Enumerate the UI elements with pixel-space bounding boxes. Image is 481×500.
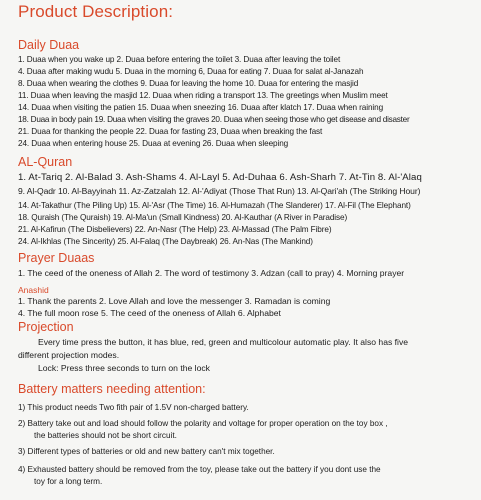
daily-duaa-line: 8. Duaa when wearing the clothes 9. Duaa for leaving the home 10. Duaa for entering the masjid — [18, 79, 359, 88]
al-quran-line: 1. At-Tariq 2. Al-Balad 3. Ash-Shams 4. Al-Layl 5. Ad-Duhaa 6. Ash-Sharh 7. At-Tin 8. Al-'Alaq — [18, 172, 422, 183]
battery-item: toy for a long term. — [34, 477, 103, 486]
al-quran-line: 18. Quraish (The Quraish) 19. Al-Ma'un (Small Kindness) 20. Al-Kauthar (A River in Paradise) — [18, 213, 348, 222]
projection-line: Lock: Press three seconds to turn on the lock — [38, 363, 210, 373]
al-quran-line: 9. Al-Qadr 10. Al-Bayyinah 11. Az-Zatzalah 12. Al-'Adiyat (Those That Run) 13. Al-Qari'ah (The Striking Hour) — [18, 186, 421, 196]
daily-duaa-line: 14. Duaa when visiting the patien 15. Duaa when sneezing 16. Duaa after klatch 17. Duaa when raining — [18, 103, 384, 112]
prayer-duaas-line: 1. The ceed of the oneness of Allah 2. The word of testimony 3. Adzan (call to pray) 4. Morning prayer — [18, 268, 405, 278]
prayer-duaas-heading: Prayer Duaas — [18, 251, 95, 265]
al-quran-line: 21. Al-Kafirun (The Disbelievers) 22. An-Nasr (The Help) 23. Al-Massad (The Palm Fibre) — [18, 225, 332, 234]
daily-duaa-heading: Daily Duaa — [18, 38, 80, 52]
al-quran-line: 14. At-Takathur (The Piling Up) 15. Al-'Asr (The Time) 16. Al-Humazah (The Slanderer) 17. Al-Fil (The Elephant) — [18, 201, 411, 210]
al-quran-line: 24. Al-Ikhlas (The Sincerity) 25. Al-Falaq (The Daybreak) 26. An-Nas (The Mankind) — [18, 237, 313, 246]
daily-duaa-line: 21. Duaa for thanking the people 22. Duaa for fasting 23, Duaa when breaking the fast — [18, 127, 323, 136]
battery-heading: Battery matters needing attention: — [18, 382, 206, 396]
projection-line: different projection modes. — [18, 350, 120, 360]
battery-item: the batteries should not be short circuit. — [34, 431, 177, 440]
battery-item: 3) Different types of batteries or old and new battery can't mix together. — [18, 447, 275, 456]
al-quran-heading: AL-Quran — [18, 155, 73, 169]
projection-heading: Projection — [18, 320, 74, 334]
page-title: Product Description: — [18, 2, 174, 21]
anashid-line: 1. Thank the parents 2. Love Allah and love the messenger 3. Ramadan is coming — [18, 296, 331, 306]
battery-item: 2) Battery take out and load should follow the polarity and voltage for proper operation on the toy box , — [18, 419, 388, 428]
anashid-heading: Anashid — [18, 285, 49, 295]
daily-duaa-line: 18. Duaa in body pain 19. Duaa when visiting the graves 20. Duaa when seeing those who get disease and disaster — [18, 115, 410, 124]
projection-line: Every time press the button, it has blue, red, green and multicolour automatic play. It also has five — [38, 337, 409, 347]
anashid-line: 4. The full moon rose 5. The ceed of the oneness of Allah 6. Alphabet — [18, 308, 281, 318]
daily-duaa-line: 11. Duaa when leaving the masjid 12. Duaa when riding a transport 13. The greetings when Muslim meet — [18, 91, 388, 100]
daily-duaa-line: 24. Duaa when entering house 25. Duaa at evening 26. Duaa when sleeping — [18, 139, 289, 148]
battery-item: 4) Exhausted battery should be removed from the toy, please take out the battery if you dont use the — [18, 465, 381, 474]
daily-duaa-line: 1. Duaa when you wake up 2. Duaa before entering the toilet 3. Duaa after leaving the toilet — [18, 55, 341, 64]
battery-item: 1) This product needs Two fith pair of 1.5V non-charged battery. — [18, 403, 249, 412]
daily-duaa-line: 4. Duaa after making wudu 5. Duaa in the morning 6, Duaa for eating 7. Duaa for salat al-Janazah — [18, 67, 364, 76]
